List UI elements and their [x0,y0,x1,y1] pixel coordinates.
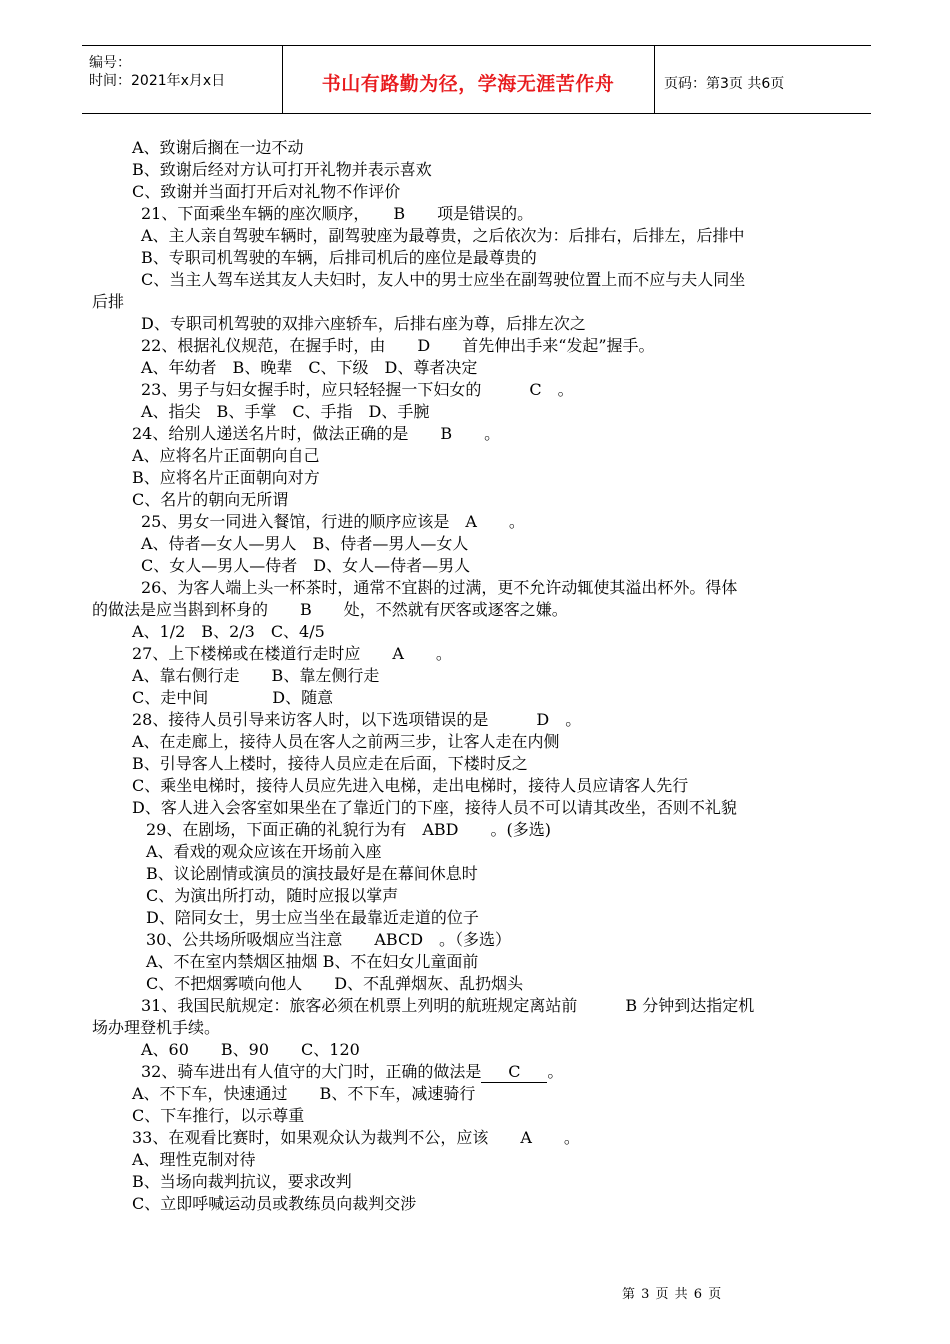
question-line: B、引导客人上楼时，接待人员应走在后面，下楼时反之 [132,754,528,773]
question-line: D、专职司机驾驶的双排六座轿车，后排右座为尊，后排左次之 [141,314,586,333]
question-line: A、不下车，快速通过 B、不下车，减速骑行 [132,1084,476,1103]
question-line: C、下车推行，以示尊重 [132,1106,305,1125]
question-line: A、指尖 B、手掌 C、手指 D、手腕 [141,402,430,421]
question-line: 27、上下楼梯或在楼道行走时应 A 。 [132,644,452,663]
question-line: A、在走廊上，接待人员在客人之前两三步，让客人走在内侧 [132,732,560,751]
question-line: 后排 [92,292,125,311]
question-line: 场办理登机手续。 [92,1018,221,1037]
question-line: C、名片的朝向无所谓 [132,490,289,509]
document-time-label: 时间：2021年x月x日 [89,73,226,89]
question-line: 21、下面乘坐车辆的座次顺序， B 项是错误的。 [141,204,534,223]
question-line: 25、男女一同进入餐馆，行进的顺序应该是 A 。 [141,512,525,531]
q32-text: 32、骑车进出有人值守的大门时，正确的做法是 [141,1062,482,1081]
question-line: B、应将名片正面朝向对方 [132,468,320,487]
document-number-label: 编号： [89,55,131,71]
page-footer: 第 3 页 共 6 页 [622,1287,723,1302]
question-line: C、致谢并当面打开后对礼物不作评价 [132,182,401,201]
question-line: A、60 B、90 C、120 [141,1040,360,1059]
question-line: 30、公共场所吸烟应当注意 ABCD 。（多选） [146,930,512,949]
question-line: 29、在剧场，下面正确的礼貌行为有 ABD 。(多选) [146,820,551,839]
question-line: B、议论剧情或演员的演技最好是在幕间休息时 [146,864,478,883]
question-line: 33、在观看比赛时，如果观众认为裁判不公，应该 A 。 [132,1128,580,1147]
question-line: A、主人亲自驾驶车辆时，副驾驶座为最尊贵，之后依次为：后排右，后排左，后排中 [141,226,745,245]
question-line: C、走中间 D、随意 [132,688,334,707]
question-line: D、陪同女士，男士应当坐在最靠近走道的位子 [146,908,479,927]
question-line: C、女人—男人—侍者 D、女人—侍者—男人 [141,556,471,575]
question-line: A、应将名片正面朝向自己 [132,446,320,465]
question-line: C、为演出所打动，随时应报以掌声 [146,886,399,905]
question-line: A、年幼者 B、晚辈 C、下级 D、尊者决定 [141,358,478,377]
question-line: 24、给别人递送名片时，做法正确的是 B 。 [132,424,501,443]
question-line: 28、接待人员引导来访客人时，以下选项错误的是 D 。 [132,710,582,729]
question-line: 22、根据礼仪规范，在握手时，由 D 首先伸出手来“发起”握手。 [141,336,655,355]
question-line: D、客人进入会客室如果坐在了靠近门的下座，接待人员不可以请其改坐，否则不礼貌 [132,798,737,817]
question-line: A、致谢后搁在一边不动 [132,138,304,157]
header-page-number: 页码：第3页 共6页 [664,76,785,92]
question-line-q32 [141,1062,563,1083]
question-line: A、看戏的观众应该在开场前入座 [146,842,382,861]
question-line: C、立即呼喊运动员或教练员向裁判交涉 [132,1194,417,1213]
question-line: C、不把烟雾喷向他人 D、不乱弹烟灰、乱扔烟头 [146,974,524,993]
question-line: C、乘坐电梯时，接待人员应先进入电梯，走出电梯时，接待人员应请客人先行 [132,776,689,795]
question-line: 26、为客人端上头一杯茶时，通常不宜斟的过满，更不允许动辄使其溢出杯外。得体 [141,578,738,597]
question-line: A、靠右侧行走 B、靠左侧行走 [132,666,380,685]
question-line: A、理性克制对待 [132,1150,256,1169]
question-line: B、专职司机驾驶的车辆，后排司机后的座位是最尊贵的 [141,248,537,267]
question-line: C、当主人驾车送其友人夫妇时，友人中的男士应坐在副驾驶位置上而不应与夫人同坐 [141,270,746,289]
question-line: 31、我国民航规定：旅客必须在机票上列明的航班规定离站前 B 分钟到达指定机 [141,996,755,1015]
header-motto: 书山有路勤为径，学海无涯苦作舟 [321,73,615,95]
question-line: A、侍者—女人—男人 B、侍者—男人—女人 [141,534,469,553]
q32-tail: 。 [547,1062,564,1081]
question-line: B、当场向裁判抗议，要求改判 [132,1172,352,1191]
q32-answer-blank: C [481,1062,547,1083]
question-line: A、不在室内禁烟区抽烟 B、不在妇女儿童面前 [146,952,479,971]
question-line: B、致谢后经对方认可打开礼物并表示喜欢 [132,160,432,179]
question-line: 的做法是应当斟到杯身的 B 处，不然就有厌客或逐客之嫌。 [92,600,568,619]
question-line: A、1/2 B、2/3 C、4/5 [132,622,325,641]
question-line: 23、男子与妇女握手时，应只轻轻握一下妇女的 C 。 [141,380,574,399]
